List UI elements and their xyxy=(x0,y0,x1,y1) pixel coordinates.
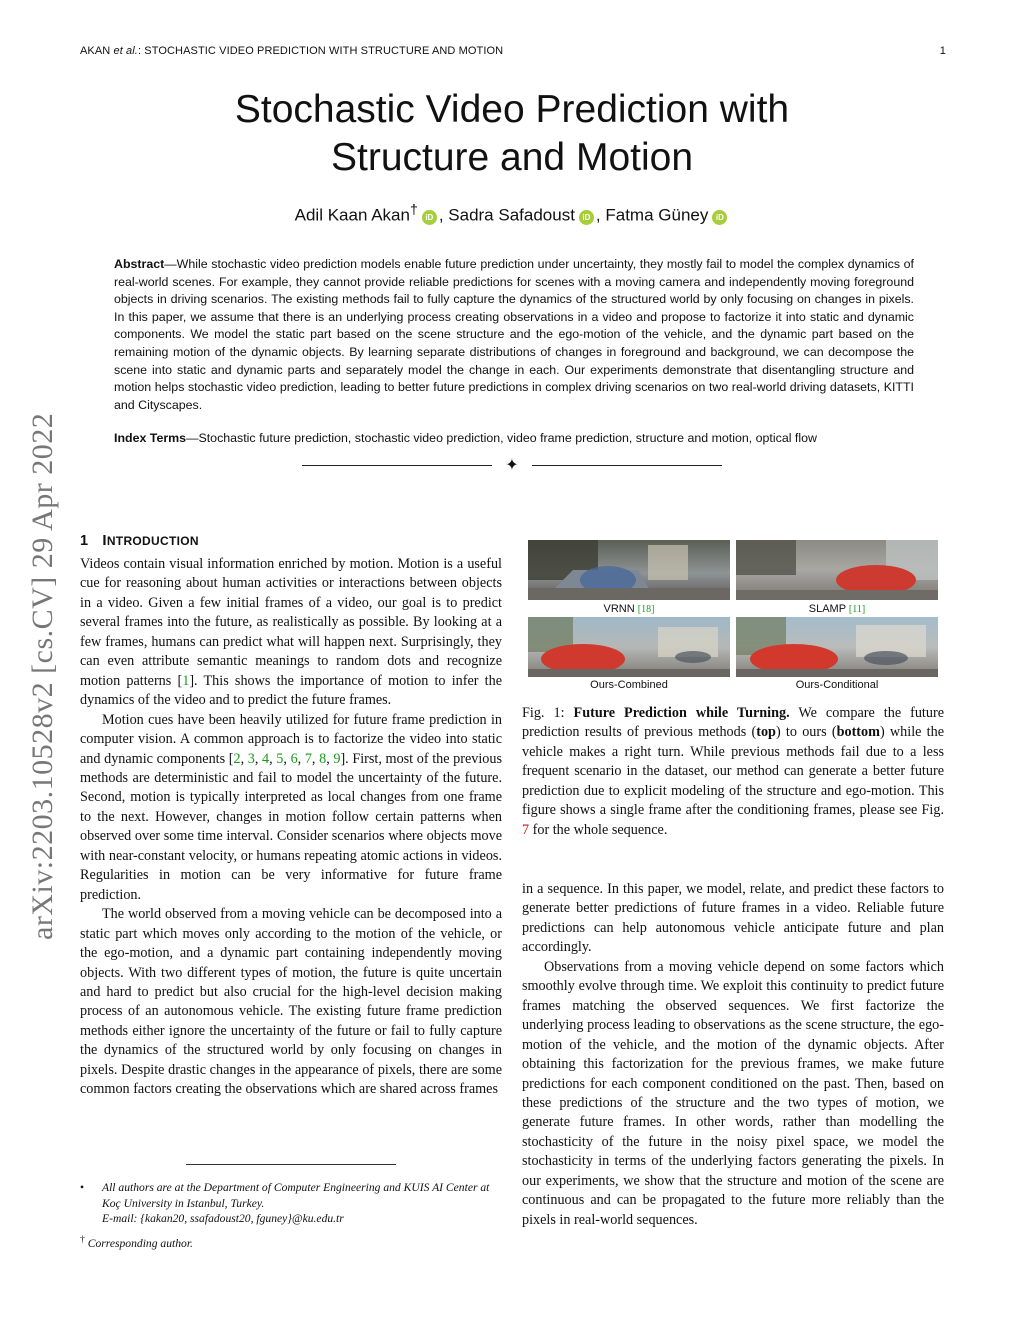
author-1: Adil Kaan Akan xyxy=(294,205,410,225)
caption-title: Future Prediction while Turning. xyxy=(573,705,790,721)
figure-link[interactable]: 7 xyxy=(522,821,530,838)
footnote-email: E-mail: {kakan20, ssafadoust20, fguney}@ku.edu.tr xyxy=(102,1212,344,1225)
divider-line-left xyxy=(302,465,492,466)
caption-text-a: We compare the future prediction results of previous methods ( xyxy=(522,705,944,741)
figure-label-slamp xyxy=(736,603,938,615)
caption-text-d: for the whole sequence. xyxy=(529,821,668,838)
abstract-label: Abstract xyxy=(114,257,165,271)
p1-text-b: ]. This shows the importance of motion to infer the dynamics of the video and to predict the future frames. xyxy=(80,672,503,709)
running-title-post: : STOCHASTIC VIDEO PREDICTION WITH STRUCTURE AND MOTION xyxy=(137,45,504,57)
left-column xyxy=(80,532,502,1100)
label-slamp-text: SLAMP xyxy=(808,603,846,615)
caption-bottom: bottom xyxy=(836,724,880,741)
vrnn-ref: 18 xyxy=(641,604,652,615)
p2-text-b: ]. First, most of the previous methods are deterministic and fail to model the uncertainty of the future. Second, motion is typically interpreted as local changes from one frame to the next. However, changes in motion follow certain patterns when observed over some time interval. Consider scenarios where objects move with near-constant velocity, or humans repeating atomic actions in videos. Regularities in motion can be very informative for future frame prediction. xyxy=(80,750,503,903)
p2-text-a: Motion cues have been heavily utilized for future frame prediction in computer vision. A common approach is to factorize the video into static and dynamic components [ xyxy=(80,711,502,767)
footnote-rule xyxy=(186,1164,396,1165)
footnote-bullet: • xyxy=(80,1181,85,1194)
citation-link[interactable]: 5 xyxy=(276,750,284,767)
intro-paragraph-4: in a sequence. In this paper, we model, relate, and predict these factors to generate better predictions of future frames in a video. Reliable future predictions can help autonomous vehicle anticipate future and plan accordingly. xyxy=(522,881,944,956)
figure-1-caption xyxy=(522,704,944,840)
section-number: 1 xyxy=(80,533,89,549)
page-number: 1 xyxy=(939,45,946,57)
author-3: , Fatma Güney xyxy=(595,205,709,225)
ours-conditional-prediction-image xyxy=(736,617,938,677)
orcid-icon[interactable]: iD xyxy=(422,210,437,225)
corresponding-mark: † xyxy=(409,202,418,218)
orcid-icon[interactable]: iD xyxy=(712,210,727,225)
right-column xyxy=(522,880,944,1230)
abstract xyxy=(114,256,914,414)
corresponding-mark: † xyxy=(80,1234,85,1245)
citation-link[interactable]: 8 xyxy=(319,750,327,767)
index-terms-label: Index Terms xyxy=(114,431,187,445)
caption-text-c: ) while the vehicle makes a right turn. While previous methods fail due to a less frequent scenario in the dataset, our method can generate a better future prediction due to explicit modeling of the structure and ego-motion. This figure shows a single frame after the conditioning frames, please see Fig. xyxy=(522,724,945,819)
running-title-etal: et al. xyxy=(113,45,138,57)
intro-paragraph-3: The world observed from a moving vehicle can be decomposed into a static part which moves only according to the motion of the vehicle, or the ego-motion, and a dynamic part containing independently moving objects. With two different types of motion, the future is quite uncertain and hard to predict but also crucial for the high-level decision making process of an autonomous vehicle. The existing future frame prediction methods either ignore the uncertainty of the future or fail to fully capture the dynamics of the structured world by only focusing on changes in pixels. Despite drastic changes in the appearance of pixels, there are some common factors creating the observations which are shared across frames xyxy=(80,906,502,1098)
caption-top: top xyxy=(756,724,776,741)
abstract-text: —While stochastic video prediction models enable future prediction under uncertainty, they mostly fail to model the complex dynamics of real-world scenes. For example, they cannot provide reliable predictions for scenes with a moving camera and independently moving foreground objects in driving scenarios. The existing methods fail to fully capture the dynamics of the structured world by only focusing on changes in pixels. In this paper, we assume that there is an underlying process creating observations in a video and propose to factorize it into static and dynamic components. We model the static part based on the scene structure and the ego-motion of the vehicle, and the dynamic part based on the remaining motion of the dynamic objects. By learning separate distributions of changes in foreground and background, we can decompose the scene into static and dynamic parts and separately model the change in each. Our experiments demonstrate that disentangling structure and motion helps stochastic video prediction, leading to better future predictions in complex driving scenarios on two real-world driving datasets, KITTI and Cityscapes. xyxy=(114,257,914,412)
paper-title xyxy=(112,86,912,182)
footnote-affiliation: All authors are at the Department of Computer Engineering and KUIS AI Center at Koç University in Istanbul, Turkey. xyxy=(102,1181,490,1210)
corresponding-author-note xyxy=(80,1234,193,1250)
caption-text-b: ) to ours ( xyxy=(775,724,837,741)
ours-combined-prediction-image xyxy=(528,617,730,677)
section-divider xyxy=(302,456,722,476)
figure-label-ours-combined: Ours-Combined xyxy=(590,679,668,691)
label-vrnn-text: VRNN xyxy=(603,603,635,615)
author-list xyxy=(112,202,912,226)
citation-link[interactable]: 7 xyxy=(304,750,312,767)
running-header xyxy=(80,45,946,57)
citation-link[interactable]: [11] xyxy=(848,604,866,615)
divider-ornament-icon: ✦ xyxy=(505,457,519,474)
figure-label-vrnn xyxy=(528,603,730,615)
divider-line-right xyxy=(532,465,722,466)
citation-link[interactable]: 6 xyxy=(290,750,298,767)
arxiv-stamp: arXiv:2203.10528v2 [cs.CV] 29 Apr 2022 xyxy=(26,412,59,940)
citation-link[interactable]: 1 xyxy=(182,672,190,689)
orcid-icon[interactable]: iD xyxy=(579,210,594,225)
intro-paragraph-5: Observations from a moving vehicle depend on some factors which smoothly evolve through time. We exploit this continuity to predict future frames matching the observed sequences. We first factorize the underlying process leading to observations as the scene structure, the ego-motion of the vehicle, and the motion of the dynamic objects. After obtaining this factorization for the previous frames, we make future predictions for each component conditioned on the past. Then, based on these predictions of the structure and the two types of motion, we generate future frames. In other words, rather than modelling the stochasticity of the future in the noisy pixel space, we model the stochasticity in terms of the underlying factors generating the pixels. In our experiments, we show that the structure and motion of the scene are continuous and can be propagated to the future more reliably than the pixels in real-world sequences. xyxy=(522,958,944,1228)
intro-paragraph-2: Motion cues have been heavily utilized for future frame prediction in computer vision. A common approach is to factorize the video into static and dynamic components [2, 3, 4, 5, 6, 7, 8, 9]. First, most of the previous methods are deterministic and fail to model the uncertainty of the future. Second, motion is typically interpreted as local changes from one frame to the next. However, changes in motion follow certain patterns when observed over some time interval. Consider scenarios where objects move with near-constant velocity, or humans repeating atomic actions in videos. Regularities in motion can be very informative for future frame prediction. xyxy=(80,711,503,903)
slamp-prediction-image xyxy=(736,540,938,600)
title-line-2: Structure and Motion xyxy=(330,136,694,179)
index-terms xyxy=(114,430,914,448)
affiliation-footnote xyxy=(80,1180,502,1227)
corresponding-text: Corresponding author. xyxy=(84,1236,193,1250)
section-heading-introduction xyxy=(80,532,502,549)
p1-text-a: Videos contain visual information enriched by motion. Motion is a useful cue for reasoning about human activities or interactions between objects in a video. Given a few initial frames of a video, our goal is to predict several frames into the future, as realistically as possible. By looking at a few frames, humans can predict what will happen next. Surprisingly, they can even attribute semantic meanings to random dots and recognize motion patterns [ xyxy=(80,556,502,689)
caption-prefix: Fig. 1: xyxy=(522,705,574,721)
running-title-pre: AKAN xyxy=(80,45,114,57)
figure-1 xyxy=(528,540,938,690)
slamp-ref: 11 xyxy=(852,604,862,615)
intro-paragraph-1 xyxy=(80,555,502,711)
title-line-1: Stochastic Video Prediction with xyxy=(234,88,790,131)
citation-link[interactable]: [18] xyxy=(637,604,655,615)
author-2: , Sadra Safadoust xyxy=(438,205,575,225)
section-title-initial: I xyxy=(102,532,107,549)
vrnn-prediction-image xyxy=(528,540,730,600)
citation-link[interactable]: 2 xyxy=(233,750,241,767)
index-terms-text: —Stochastic future prediction, stochastic video prediction, video frame prediction, structure and motion, optical flow xyxy=(186,431,817,445)
section-title-rest: NTRODUCTION xyxy=(106,534,199,548)
citation-link[interactable]: 4 xyxy=(262,750,270,767)
figure-label-ours-conditional: Ours-Conditional xyxy=(795,679,879,691)
citation-link[interactable]: 3 xyxy=(247,750,255,767)
citation-link[interactable]: 9 xyxy=(333,750,341,767)
